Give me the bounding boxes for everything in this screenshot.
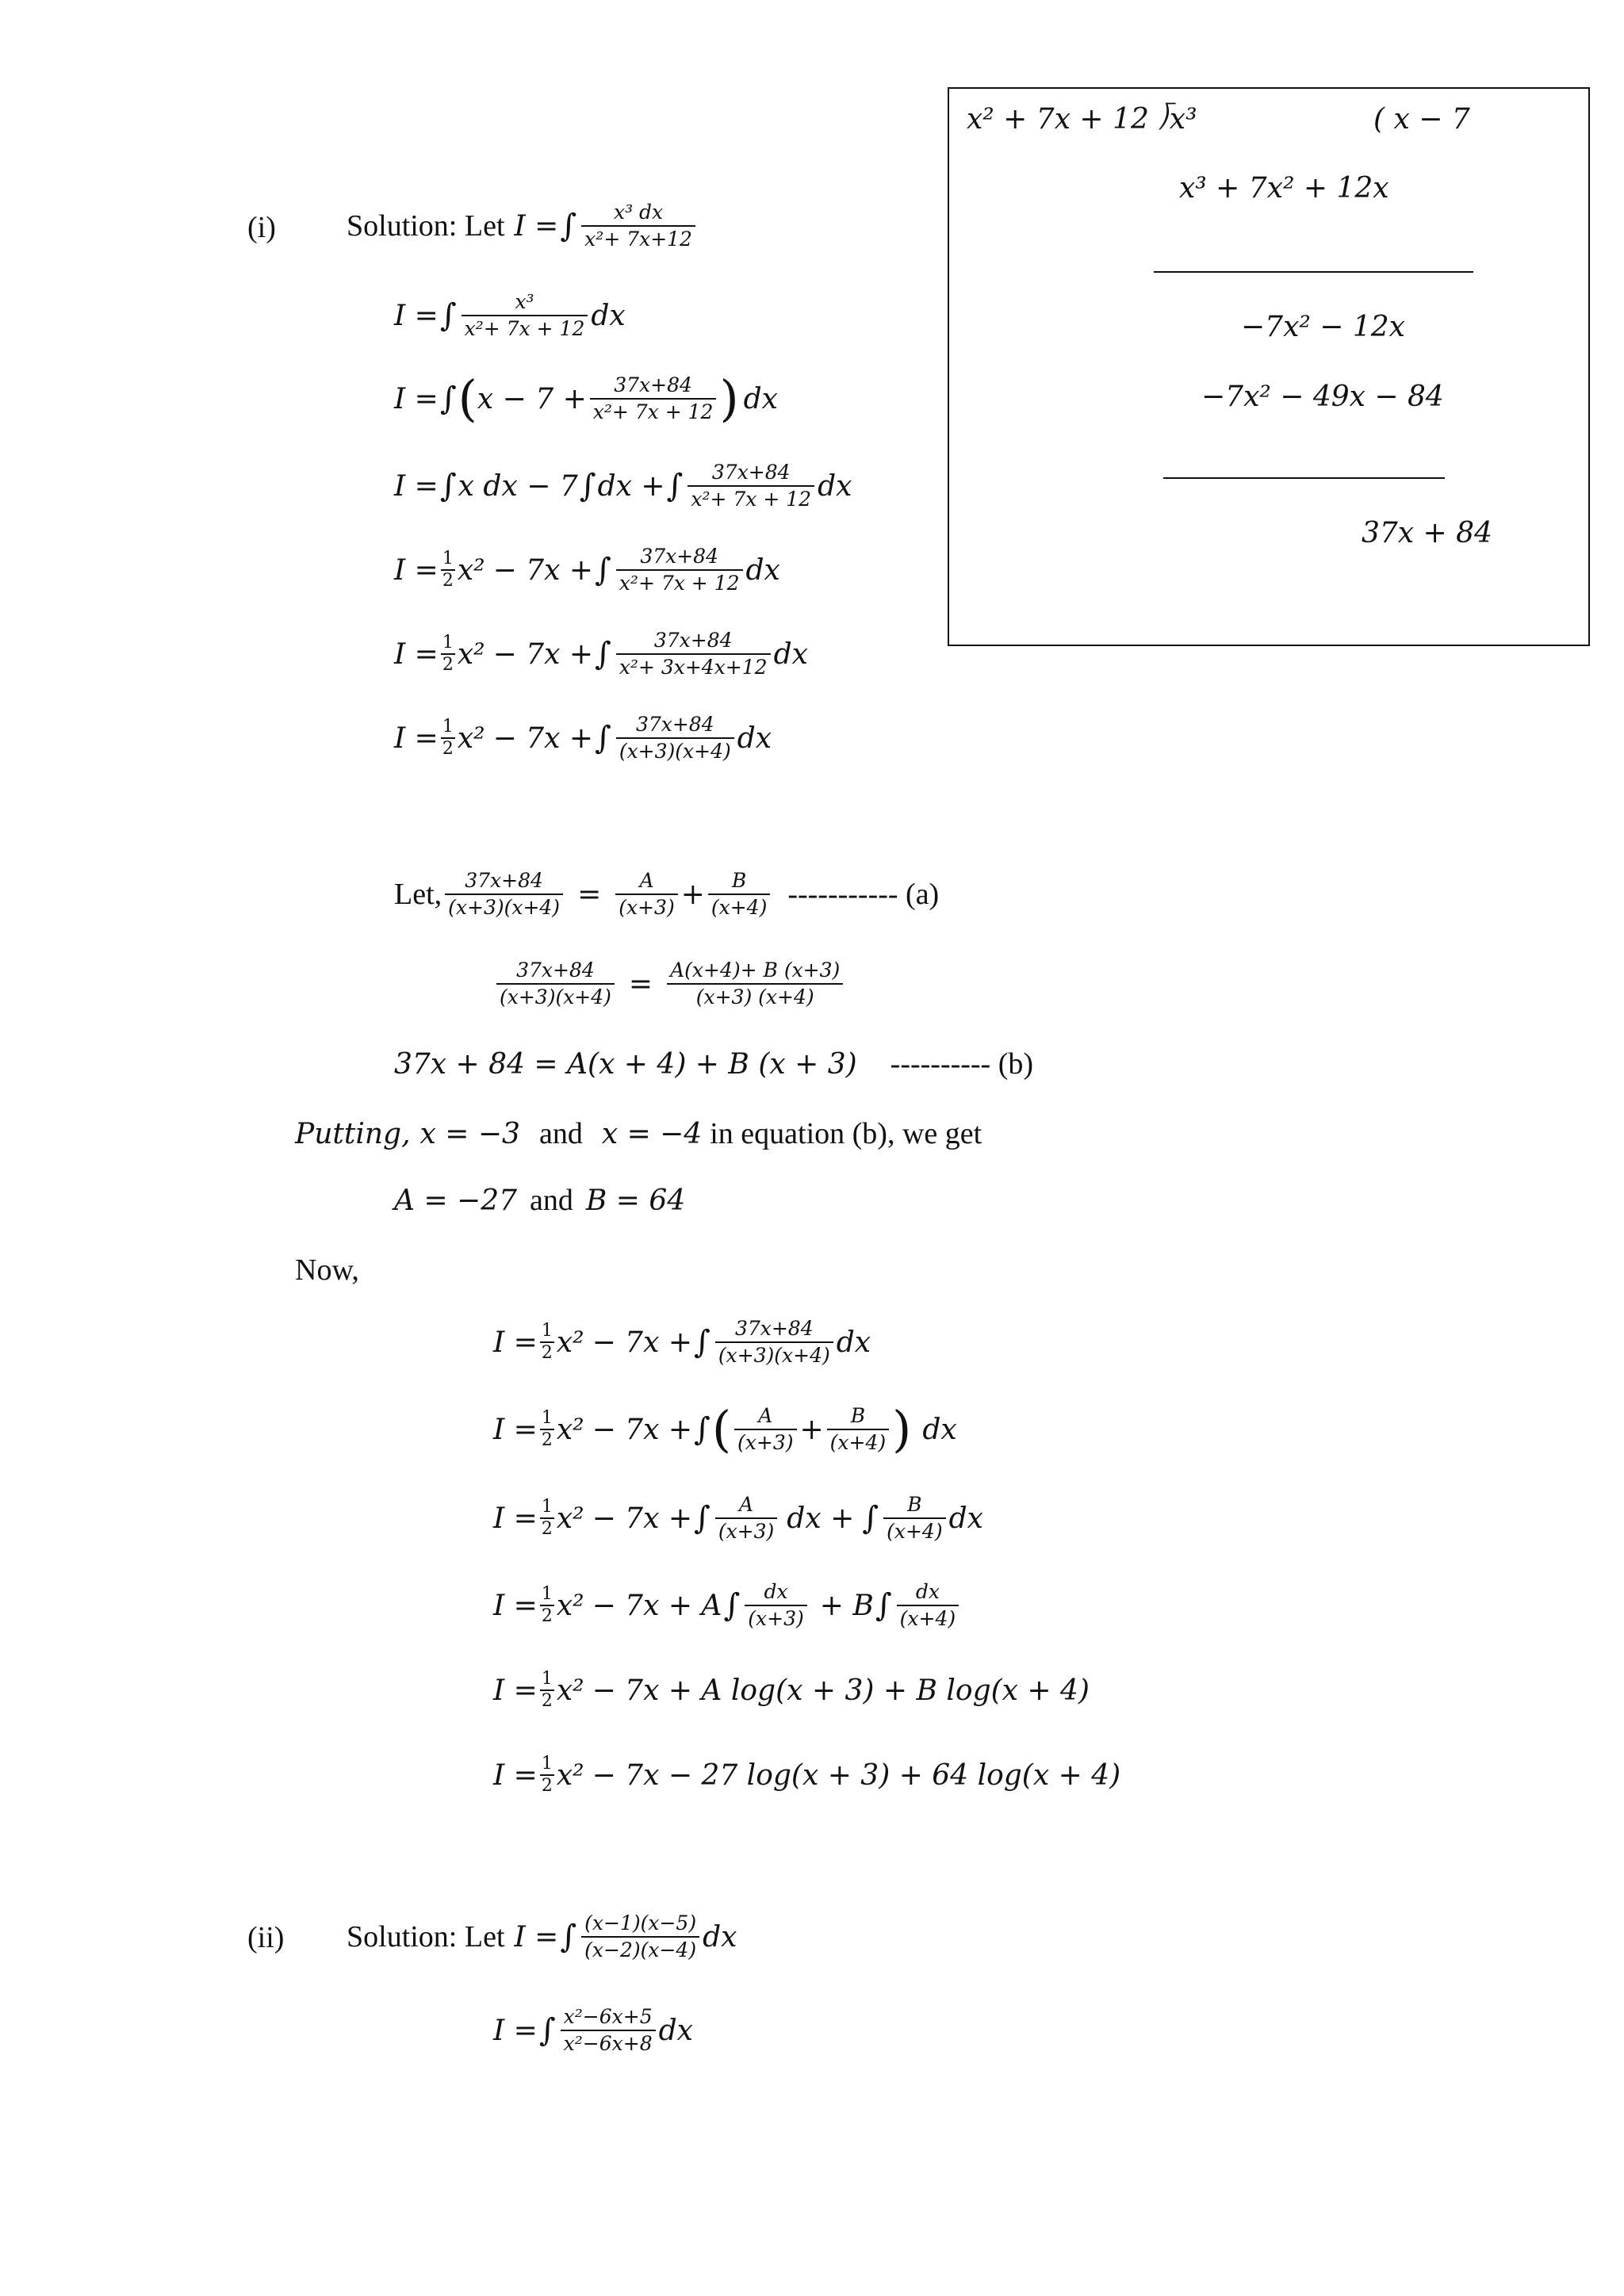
final-line-4: I = $\frac{1}{2}$ x² − 7x + A ∫ $\frac{dx}{(x+3)}$ + B ∫ $\frac{dx}{(x+4)}$ <box>493 1579 962 1632</box>
solution-intro: Solution: Let <box>347 209 505 243</box>
integral-sign: ∫ <box>579 468 596 504</box>
final-line-2: I = $\frac{1}{2}$ x² − 7x + ∫ ( $\frac{A}{(x+3)}$ + $\frac{B}{(x+4)}$ ) dx <box>493 1400 957 1458</box>
fraction: $\frac{\text{x²−6x+5}}{\text{x²−6x+8}}$ <box>561 2004 656 2057</box>
partial-fraction-setup: Let, $\frac{37x+84}{(x+3)(x+4)}$ = $\frac{A}{(x+3)}$ + $\frac{B}{(x+4)}$ ----------- (a) <box>394 869 940 919</box>
equation-tag-b: ---------- (b) <box>890 1047 1034 1081</box>
one-half: $\frac{1}{2}$ <box>442 717 454 759</box>
equation-line-4: I = $\frac{1}{2}$ x² − 7x + ∫ $\frac{37x+84}{\text{x²+ 7x + 12}}$ dx <box>394 545 780 595</box>
combined-fraction-line: $\frac{37x+84}{(x+3)(x+4)}$ = $\frac{A(x+4)+ B (x+3)}{(x+3) (x+4)}$ <box>493 958 846 1010</box>
now-label: Now, <box>295 1253 359 1287</box>
integral-sign: ∫ <box>439 468 457 504</box>
part-label-ii: (ii) <box>247 1921 285 1954</box>
fraction: $\frac{A}{(x+3)}$ <box>615 868 677 920</box>
fraction: $\frac{37x+84}{\text{x²+ 7x + 12}}$ <box>616 544 743 596</box>
fraction: $\frac{B}{(x+4)}$ <box>883 1492 945 1544</box>
fraction: $\frac{\text{x³}}{\text{x²+ 7x + 12}}$ <box>462 289 588 342</box>
fraction: $\frac{A}{(x+3)}$ <box>734 1403 796 1456</box>
fraction: $\frac{37x+84}{\text{x²+ 3x+4x+12}}$ <box>616 628 771 680</box>
equation-line-5: I = $\frac{1}{2}$ x² − 7x + ∫ $\frac{37x+84}{\text{x²+ 3x+4x+12}}$ dx <box>394 629 808 679</box>
fraction: $\frac{\text{x³ dx}}{\text{x²+ 7x+12}}$ <box>581 200 695 252</box>
one-half: $\frac{1}{2}$ <box>442 549 454 591</box>
fraction: $\frac{37x+84}{(x+3)(x+4)}$ <box>496 958 615 1010</box>
fraction: $\frac{(x-1)(x-5)}{(x-2)(x-4)}$ <box>581 1911 699 1963</box>
integral-sign: ∫ <box>693 1324 710 1360</box>
integral-sign: ∫ <box>594 636 611 672</box>
division-rule-2 <box>1163 477 1445 479</box>
one-half: $\frac{1}{2}$ <box>541 1584 553 1626</box>
fraction: $\frac{B}{(x+4)}$ <box>708 868 770 920</box>
integral-sign: ∫ <box>594 720 611 756</box>
one-half: $\frac{1}{2}$ <box>541 1497 553 1539</box>
integral-sign: ∫ <box>693 1500 710 1536</box>
part-label: (i) <box>247 211 276 244</box>
long-division-box <box>948 87 1590 646</box>
integral-sign: ∫ <box>560 208 577 244</box>
paren-close: ) <box>719 369 739 427</box>
equation-line-3: I = ∫ x dx − 7 ∫ dx + ∫ $\frac{37x+84}{\text{x²+ 7x + 12}}$ dx <box>394 461 852 511</box>
integral-sign: ∫ <box>875 1587 892 1624</box>
one-half: $\frac{1}{2}$ <box>541 1408 553 1450</box>
equation-line-2: I = ∫ ( x − 7 + $\frac{37x+84}{\text{x²+ 7x + 12}}$ ) dx <box>394 369 778 427</box>
division-rule-1 <box>1154 271 1473 273</box>
I-eq: I = <box>514 209 559 243</box>
fraction: $\frac{37x+84}{(x+3)(x+4)}$ <box>445 868 563 920</box>
final-line-5: I = $\frac{1}{2}$ x² − 7x + A log(x + 3) + B log(x + 4) <box>493 1669 1090 1711</box>
equation-line-6: I = $\frac{1}{2}$ x² − 7x + ∫ $\frac{37x+84}{(x+3)(x+4)}$ dx <box>394 713 772 763</box>
solution-intro-line <box>347 200 699 252</box>
division-remainder: 37x + 84 <box>1362 517 1492 549</box>
solution-intro-line-ii: Solution: Let I = ∫ $\frac{(x-1)(x-5)}{(x-2)(x-4)}$ dx <box>347 1911 737 1961</box>
division-step-2: −7x² − 12x <box>1241 311 1405 343</box>
final-line-6: I = $\frac{1}{2}$ x² − 7x − 27 log(x + 3) + 64 log(x + 4) <box>493 1754 1121 1796</box>
final-line-1: I = $\frac{1}{2}$ x² − 7x + ∫ $\frac{37x+84}{(x+3)(x+4)}$ dx <box>493 1317 871 1367</box>
fraction: $\frac{B}{(x+4)}$ <box>827 1403 889 1456</box>
fraction: $\frac{37x+84}{(x+3)(x+4)}$ <box>715 1316 833 1368</box>
solution-intro: Solution: Let <box>347 1920 505 1954</box>
one-half: $\frac{1}{2}$ <box>442 633 454 675</box>
paren-open: ( <box>711 1400 732 1458</box>
integral-sign: ∫ <box>439 297 457 334</box>
integral-sign: ∫ <box>723 1587 741 1624</box>
equation-b-line: 37x + 84 = A(x + 4) + B (x + 3) ---------- (b) <box>394 1047 1034 1081</box>
integral-sign: ∫ <box>594 552 611 588</box>
fraction: $\frac{dx}{(x+3)}$ <box>745 1579 806 1632</box>
division-step-1: x³ + 7x² + 12x <box>1179 172 1389 205</box>
fraction: $\frac{37x+84}{(x+3)(x+4)}$ <box>616 712 734 764</box>
integral-sign: ∫ <box>862 1500 879 1536</box>
integral-sign: ∫ <box>560 1919 577 1955</box>
division-step-3: −7x² − 49x − 84 <box>1201 381 1444 413</box>
final-line-3: I = $\frac{1}{2}$ x² − 7x + ∫ $\frac{A}{(x+3)}$ dx + ∫ $\frac{B}{(x+4)}$ dx <box>493 1493 983 1543</box>
one-half: $\frac{1}{2}$ <box>541 1669 553 1711</box>
integral-sign: ∫ <box>693 1411 710 1448</box>
fraction: $\frac{A}{(x+3)}$ <box>715 1492 777 1544</box>
values-line: A = −27 and B = 64 <box>394 1184 686 1217</box>
integral-sign: ∫ <box>666 468 684 504</box>
equation-tag-a: ----------- (a) <box>787 878 940 911</box>
one-half: $\frac{1}{2}$ <box>541 1321 553 1363</box>
divisor-dividend: x² + 7x + 12 ⟌x³ <box>967 103 1197 136</box>
equation-line-ii-1: I = ∫ $\frac{\text{x²−6x+5}}{\text{x²−6x+8}}$ dx <box>493 2005 693 2055</box>
one-half: $\frac{1}{2}$ <box>541 1754 553 1796</box>
paren-close: ) <box>892 1400 912 1458</box>
fraction: $\frac{A(x+4)+ B (x+3)}{(x+3) (x+4)}$ <box>667 958 843 1010</box>
fraction: $\frac{37x+84}{\text{x²+ 7x + 12}}$ <box>590 373 717 425</box>
integral-sign: ∫ <box>538 2012 556 2049</box>
fraction: $\frac{37x+84}{\text{x²+ 7x + 12}}$ <box>688 460 814 512</box>
quotient: ( x − 7 <box>1373 103 1470 136</box>
putting-line: Putting, x = −3 and x = −4 in equation (b), we get <box>295 1117 982 1150</box>
integral-sign: ∫ <box>439 381 457 417</box>
equation-line-1: I = ∫ $\frac{\text{x³}}{\text{x²+ 7x + 12}}$ dx <box>394 290 626 340</box>
paren-open: ( <box>458 369 477 427</box>
fraction: $\frac{dx}{(x+4)}$ <box>897 1579 959 1632</box>
